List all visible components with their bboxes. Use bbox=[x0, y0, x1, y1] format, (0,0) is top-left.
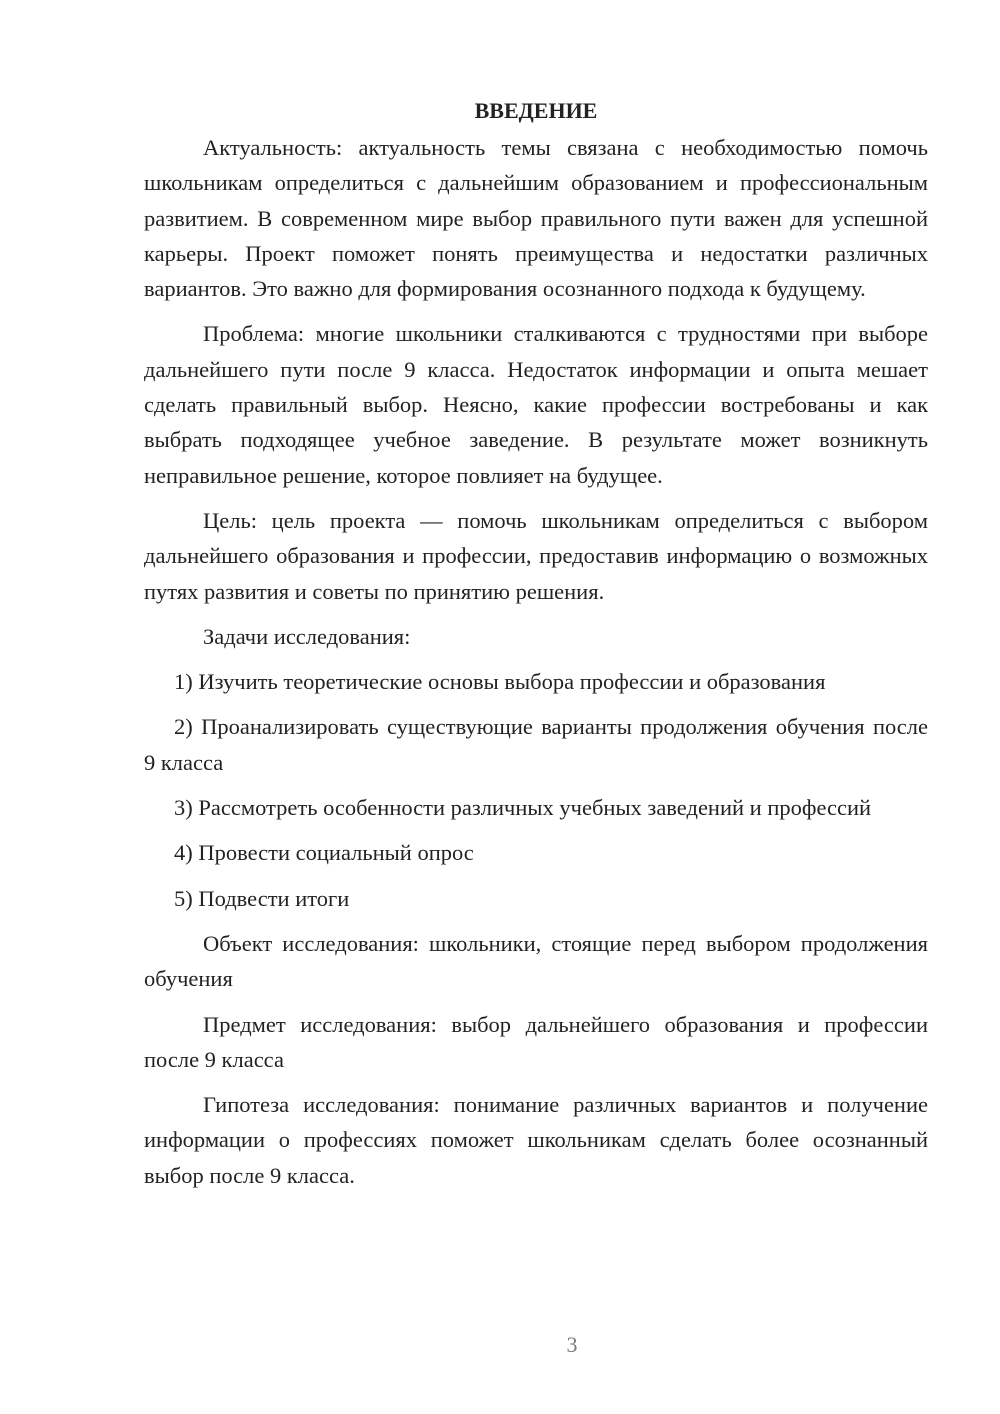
tasks-heading: Задачи исследования: bbox=[203, 623, 411, 649]
goal-paragraph: Цель: цель проекта — помочь школьникам определиться с выбором дальнейшего образования и профессии, предоставив информацию о возможных путях развития и советы по принятию решения. bbox=[144, 507, 928, 604]
task-item: 3) Рассмотреть особенности различных учебных заведений и профессий bbox=[174, 795, 872, 821]
hypothesis-paragraph: Гипотеза исследования: понимание различных вариантов и получение информации о профессиях поможет школьникам сделать более осознанный выбор после 9 класса. bbox=[144, 1092, 928, 1188]
task-item: 2) Проанализировать существующие варианты продолжения обучения после 9 класса bbox=[144, 714, 928, 775]
subject-paragraph: Предмет исследования: выбор дальнейшего образования и профессии после 9 класса bbox=[144, 1011, 928, 1072]
task-item: 4) Провести социальный опрос bbox=[174, 840, 474, 866]
task-item: 5) Подвести итоги bbox=[174, 885, 350, 911]
task-item: 1) Изучить теоретические основы выбора профессии и образования bbox=[174, 669, 826, 695]
relevance-paragraph: Актуальность: актуальность темы связана с необходимостью помочь школьникам определиться с дальнейшим образованием и профессиональным развитием. В современном мире выбор правильного пути важен для успешной карьеры. Проект поможет понять преимущества и недостатки различных вариантов. Это важно для формирования осознанного подхода к будущему. bbox=[144, 135, 928, 302]
page-title: ВВЕДЕНИЕ bbox=[474, 98, 598, 123]
page-number: 3 bbox=[566, 1332, 578, 1357]
problem-paragraph: Проблема: многие школьники сталкиваются с трудностями при выборе дальнейшего пути после 9 класса. Недостаток информации и опыта мешает сделать правильный выбор. Неясно, какие профессии востребованы и как выбрать подходящее учебное заведение. В результате может возникнуть неправильное решение, которое повлияет на будущее. bbox=[144, 321, 928, 488]
object-paragraph: Объект исследования: школьники, стоящие перед выбором продолжения обучения bbox=[144, 930, 928, 992]
page-content bbox=[144, 93, 928, 1203]
